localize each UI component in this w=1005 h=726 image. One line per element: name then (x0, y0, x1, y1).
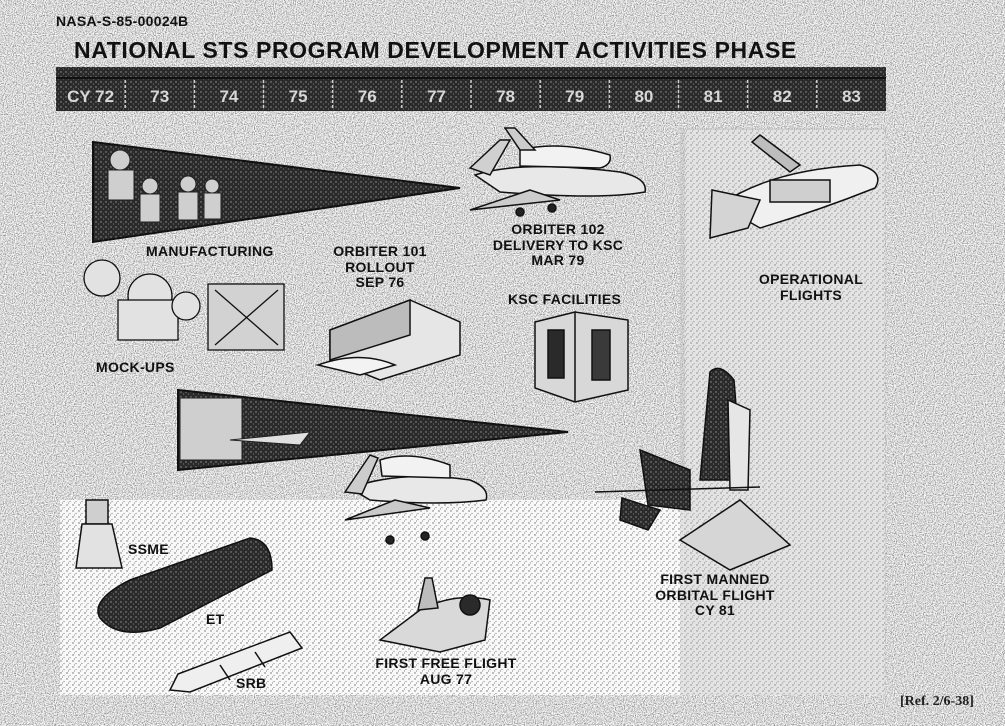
timeline-year-3: 75 (288, 87, 308, 106)
label-first-manned-line2: ORBITAL FLIGHT (655, 586, 775, 603)
ksc-facilities-illustration (535, 312, 628, 402)
timeline-year-9: 81 (703, 87, 723, 106)
timeline-year-1: 73 (150, 87, 170, 106)
reference-note: [Ref. 2/6-38] (900, 694, 974, 709)
label-first-manned-line1: FIRST MANNED (660, 571, 770, 587)
label-first-manned-line3: CY 81 (694, 602, 736, 619)
label-first-free-flight (362, 656, 530, 687)
timeline-year-7: 79 (565, 87, 585, 106)
label-mockups: MOCK-UPS (96, 359, 175, 375)
label-operational-line1: OPERATIONAL (758, 271, 864, 287)
label-ksc-facilities: KSC FACILITIES (508, 291, 622, 307)
label-orbiter-101 (320, 244, 440, 291)
label-srb: SRB (236, 675, 267, 691)
timeline-year-0: CY 72 (67, 87, 115, 106)
page-title: NATIONAL STS PROGRAM DEVELOPMENT ACTIVITIES PHASE (74, 37, 797, 63)
label-orbiter-101-line2: ROLLOUT (345, 258, 415, 275)
label-orbiter-102-line3: MAR 79 (531, 252, 585, 269)
label-operational-flights (745, 272, 877, 303)
timeline-year-2: 74 (219, 87, 239, 106)
label-orbiter-102-line1: ORBITER 102 (511, 221, 605, 237)
document-id: NASA-S-85-00024B (56, 13, 189, 29)
label-orbiter-102 (478, 222, 638, 269)
timeline-year-10: 82 (772, 87, 792, 106)
label-first-manned-flight (640, 572, 790, 619)
label-ssme: SSME (128, 541, 169, 557)
timeline-year-5: 77 (426, 87, 446, 106)
label-orbiter-101-line3: SEP 76 (355, 274, 405, 291)
label-et: ET (206, 611, 225, 627)
label-orbiter-101-line1: ORBITER 101 (333, 243, 427, 259)
timeline-year-8: 80 (634, 87, 654, 106)
label-operational-line2: FLIGHTS (780, 286, 842, 303)
label-orbiter-102-line2: DELIVERY TO KSC (492, 236, 624, 253)
timeline-year-11: 83 (841, 87, 861, 106)
timeline-year-6: 78 (496, 87, 516, 106)
label-first-free-line2: AUG 77 (419, 670, 473, 687)
label-first-free-line1: FIRST FREE FLIGHT (375, 655, 517, 671)
timeline-year-4: 76 (357, 87, 377, 106)
label-manufacturing: MANUFACTURING (146, 243, 274, 259)
